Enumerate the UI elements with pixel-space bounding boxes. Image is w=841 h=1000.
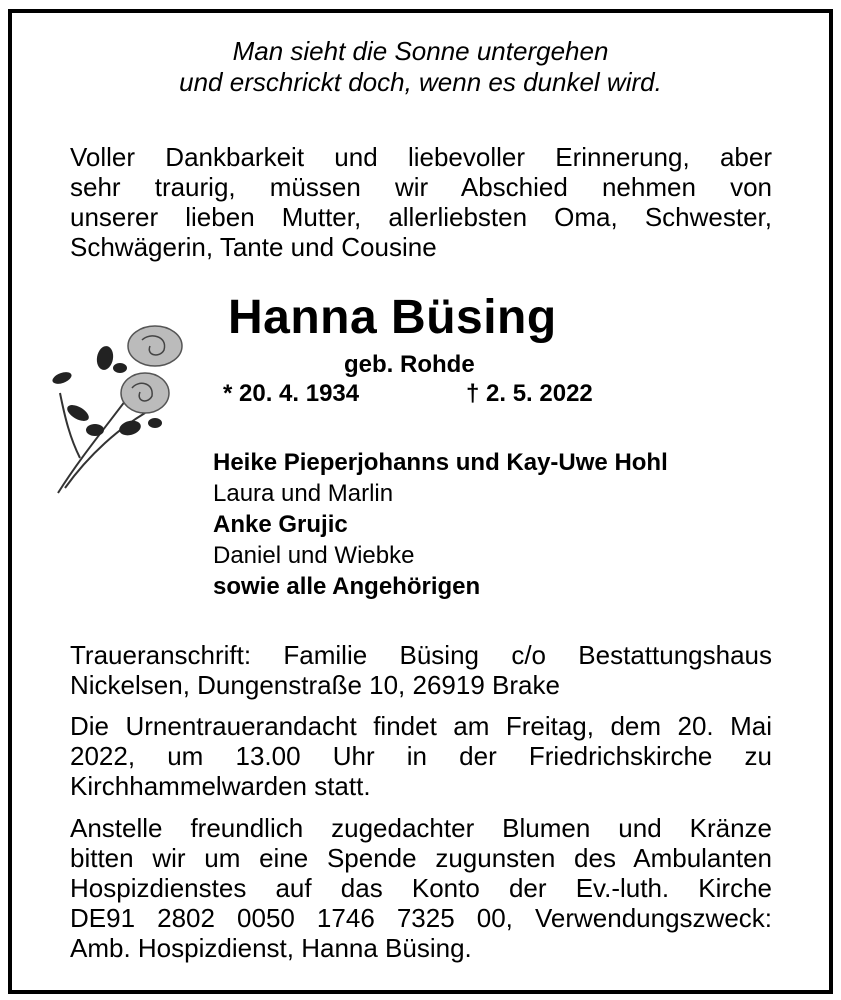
service-line: 2022, um 13.00 Uhr in der Friedrichskirche zu [70, 741, 772, 771]
donation-line: Amb. Hospizdienst, Hanna Büsing. [70, 933, 472, 963]
service-line: Die Urnentrauerandacht findet am Freitag, dem 20. Mai [70, 711, 772, 741]
address-line: Traueranschrift: Familie Büsing c/o Bestattungshaus [70, 640, 772, 670]
motto-line: Man sieht die Sonne untergehen [232, 36, 609, 66]
donation-line: DE91 2802 0050 1746 7325 00, Verwendungszweck: [70, 903, 772, 933]
mourner: Heike Pieperjohanns und Kay-Uwe Hohl [213, 449, 668, 476]
intro-text [70, 142, 772, 262]
motto [0, 36, 841, 98]
donation-line: Anstelle freundlich zugedachter Blumen und Kränze [70, 813, 772, 843]
motto-line: und erschrickt doch, wenn es dunkel wird. [179, 67, 662, 97]
mourner: Anke Grujic [213, 511, 348, 538]
mourners-list [213, 447, 668, 602]
birth-date: * 20. 4. 1934 [223, 380, 360, 407]
address-line: Nickelsen, Dungenstraße 10, 26919 Brake [70, 670, 560, 700]
intro-line: Voller Dankbarkeit und liebevoller Erinnerung, aber [70, 142, 772, 172]
donation-line: Hospizdienstes auf das Konto der Ev.-luth. Kirche [70, 873, 772, 903]
service-text [70, 711, 772, 801]
intro-line: Schwägerin, Tante und Cousine [70, 232, 437, 262]
deceased-name: Hanna Büsing [228, 291, 557, 344]
death-date: † 2. 5. 2022 [466, 380, 593, 407]
mourner: Daniel und Wiebke [213, 542, 415, 569]
rose-icon [50, 318, 200, 498]
intro-line: sehr traurig, müssen wir Abschied nehmen von [70, 172, 772, 202]
birth-name: geb. Rohde [344, 351, 475, 378]
mourner: Laura und Marlin [213, 480, 394, 507]
intro-line: unserer lieben Mutter, allerliebsten Oma, Schwester, [70, 202, 772, 232]
service-line: Kirchhammelwarden statt. [70, 771, 371, 801]
donation-text [70, 813, 772, 963]
donation-line: bitten wir um eine Spende zugunsten des Ambulanten [70, 843, 772, 873]
mourner: sowie alle Angehörigen [213, 573, 481, 600]
address-text [70, 640, 772, 700]
